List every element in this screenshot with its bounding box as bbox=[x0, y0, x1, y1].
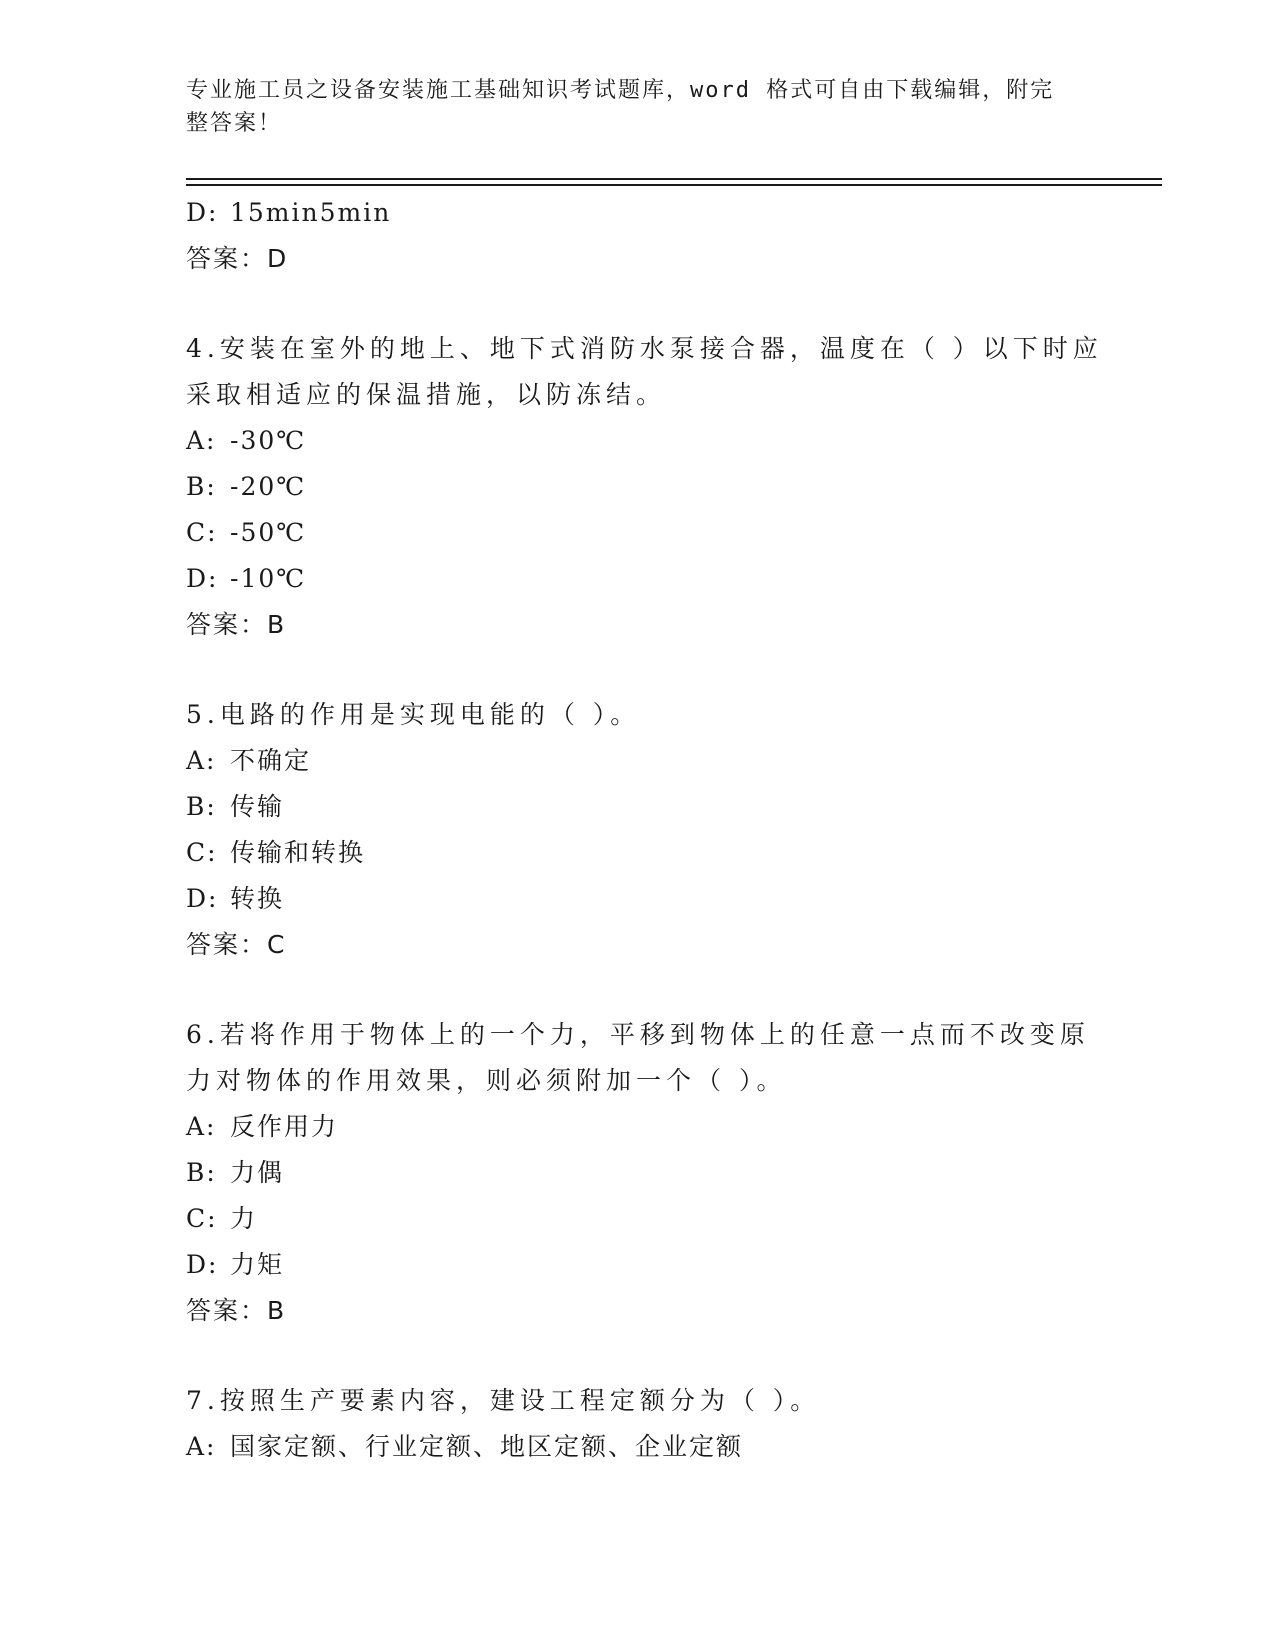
header-rule-top bbox=[186, 178, 1162, 180]
option-text: 不确定 bbox=[230, 746, 312, 775]
option-text: 力 bbox=[230, 1204, 258, 1233]
option-d bbox=[186, 556, 1086, 602]
question-stem-line: 5.电路的作用是实现电能的（ ）。 bbox=[186, 700, 641, 729]
option-text: 传输和转换 bbox=[230, 838, 366, 867]
option-text: 力矩 bbox=[230, 1250, 285, 1279]
question-5 bbox=[186, 692, 1086, 968]
option-label: B: bbox=[186, 472, 217, 501]
option-label: C: bbox=[186, 838, 218, 867]
question-7 bbox=[186, 1378, 1086, 1470]
option-text: -20℃ bbox=[230, 472, 307, 501]
option-text: 转换 bbox=[230, 884, 285, 913]
option-c bbox=[186, 510, 1086, 556]
option-text: -50℃ bbox=[230, 518, 307, 547]
option-label: B: bbox=[186, 1158, 217, 1187]
option-d bbox=[186, 1242, 1086, 1288]
option-a bbox=[186, 418, 1086, 464]
option-text: 反作用力 bbox=[230, 1112, 339, 1141]
header-rule-bottom bbox=[186, 184, 1162, 186]
question-stem-line: 7.按照生产要素内容，建设工程定额分为（ ）。 bbox=[186, 1386, 821, 1415]
option-b bbox=[186, 784, 1086, 830]
question-stem-line: 6.若将作用于物体上的一个力，平移到物体上的任意一点而不改变原 bbox=[186, 1020, 1090, 1049]
option-c bbox=[186, 830, 1086, 876]
option-c bbox=[186, 1196, 1086, 1242]
question-stem-line: 4.安装在室外的地上、地下式消防水泵接合器，温度在（ ）以下时应 bbox=[186, 334, 1103, 363]
option-label: C: bbox=[186, 518, 218, 547]
option-label: A: bbox=[186, 1112, 217, 1141]
question-6 bbox=[186, 1012, 1090, 1334]
option-d bbox=[186, 190, 1086, 236]
document-header bbox=[186, 74, 1066, 140]
spacer bbox=[186, 282, 1086, 326]
option-a bbox=[186, 1104, 1086, 1150]
option-text: 传输 bbox=[230, 792, 285, 821]
option-text: 国家定额、行业定额、地区定额、企业定额 bbox=[230, 1432, 744, 1461]
option-text: 15min5min bbox=[230, 198, 392, 227]
option-a bbox=[186, 1424, 1086, 1470]
option-label: B: bbox=[186, 792, 217, 821]
option-a bbox=[186, 738, 1086, 784]
question-4 bbox=[186, 326, 1103, 648]
option-label: A: bbox=[186, 746, 217, 775]
spacer bbox=[186, 968, 1086, 1012]
question-stem-line: 采取相适应的保温措施，以防冻结。 bbox=[186, 380, 667, 409]
answer-line: 答案：C bbox=[186, 930, 287, 959]
option-label: D: bbox=[186, 198, 219, 227]
spacer bbox=[186, 1334, 1086, 1378]
option-label: D: bbox=[186, 1250, 219, 1279]
answer-line: 答案：B bbox=[186, 610, 287, 639]
answer-line: 答案：D bbox=[186, 244, 289, 273]
option-label: A: bbox=[186, 1432, 217, 1461]
question-stem-line: 力对物体的作用效果，则必须附加一个（ ）。 bbox=[186, 1066, 787, 1095]
option-label: D: bbox=[186, 884, 219, 913]
option-text: -30℃ bbox=[230, 426, 307, 455]
option-label: A: bbox=[186, 426, 217, 455]
option-d bbox=[186, 876, 1086, 922]
option-label: D: bbox=[186, 564, 219, 593]
option-b bbox=[186, 1150, 1086, 1196]
header-text: 专业施工员之设备安装施工基础知识考试题库，word 格式可自由下载编辑，附完整答案！ bbox=[186, 78, 1055, 136]
answer-line: 答案：B bbox=[186, 1296, 287, 1325]
option-text: -10℃ bbox=[230, 564, 307, 593]
option-b bbox=[186, 464, 1086, 510]
question-list bbox=[186, 190, 1103, 1470]
option-label: C: bbox=[186, 1204, 218, 1233]
spacer bbox=[186, 648, 1086, 692]
option-text: 力偶 bbox=[230, 1158, 285, 1187]
